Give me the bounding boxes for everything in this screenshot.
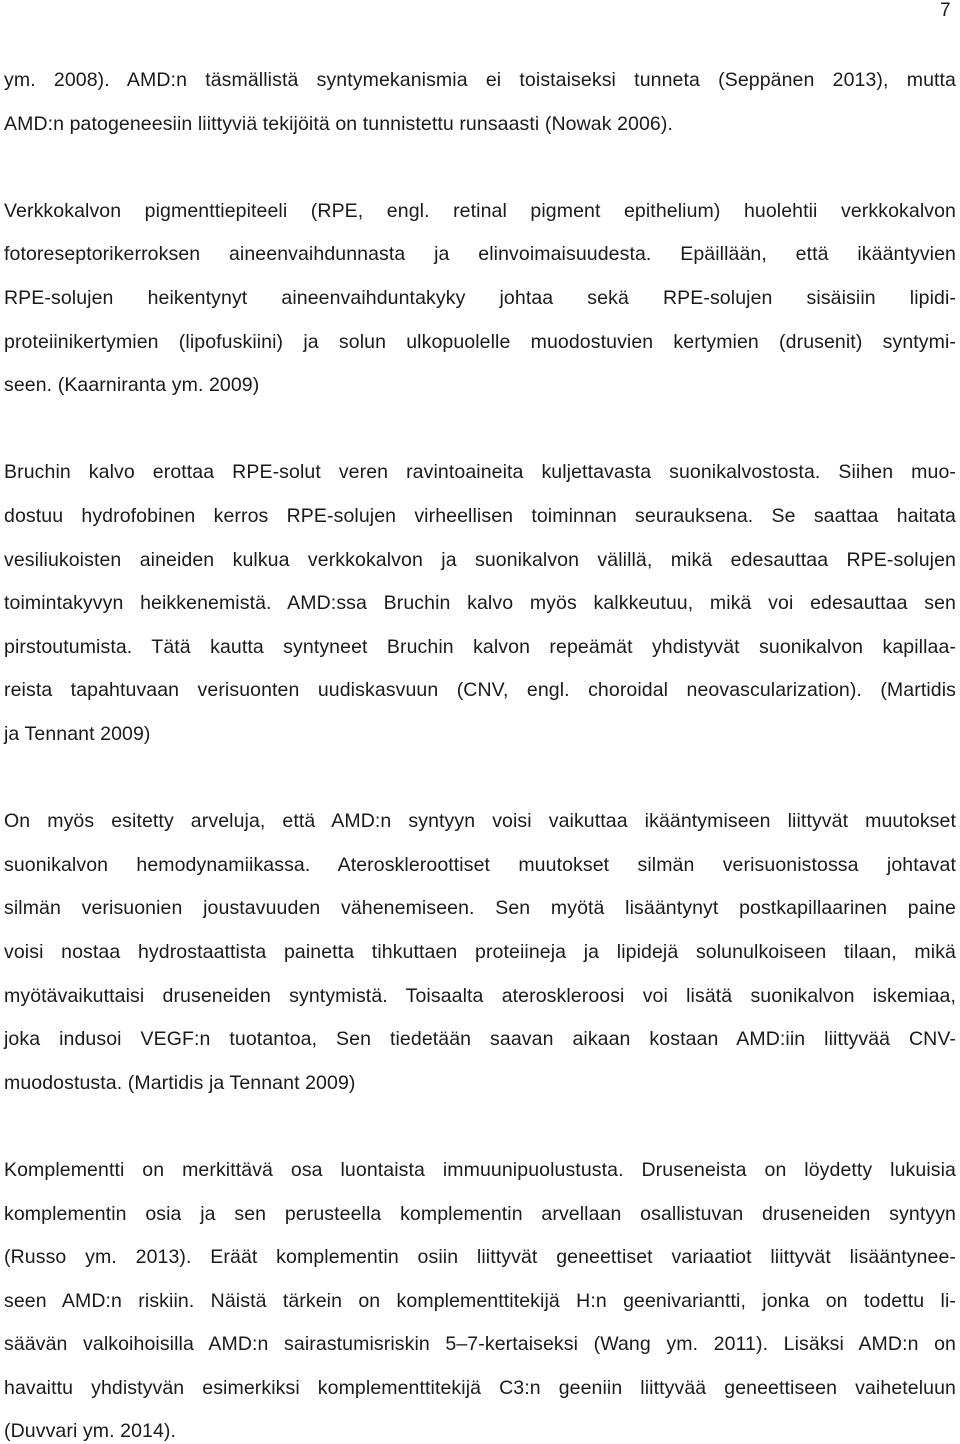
text-line: Bruchin kalvo erottaa RPE-solut veren ravintoaineita kuljettavasta suonikalvostosta. Siihen muo- bbox=[4, 461, 956, 483]
text-line: myötävaikuttaisi druseneiden syntymistä. Toisaalta ateroskleroosi voi lisätä suonikalvon iskemiaa, bbox=[4, 985, 956, 1007]
text-line: silmän verisuonien joustavuuden vähenemiseen. Sen myötä lisääntynyt postkapillaarinen paine bbox=[4, 897, 956, 919]
text-line: reista tapahtuvaan verisuonten uudiskasvuun (CNV, engl. choroidal neovascularization). (Martidis bbox=[4, 679, 956, 701]
text-line: ym. 2008). AMD:n täsmällistä syntymekanismia ei toistaiseksi tunneta (Seppänen 2013), mutta bbox=[4, 69, 956, 91]
text-line: seen. (Kaarniranta ym. 2009) bbox=[4, 374, 260, 396]
text-line: On myös esitetty arveluja, että AMD:n syntyyn voisi vaikuttaa ikääntymiseen liittyvät muutokset bbox=[4, 810, 956, 832]
text-line: (Russo ym. 2013). Eräät komplementin osiin liittyvät geneettiset variaatiot liittyvät lisääntyneе- bbox=[4, 1246, 956, 1268]
text-line: RPE-solujen heikentynyt aineenvaihduntakyky johtaa sekä RPE-solujen sisäisiin lipidi- bbox=[4, 287, 956, 309]
text-line: havaittu yhdistyvän esimerkiksi komplementtitekijä C3:n geeniin liittyvää geneettiseen vaiheteluun bbox=[4, 1377, 956, 1399]
text-line: dostuu hydrofobinen kerros RPE-solujen virheellisen toiminnan seurauksena. Se saattaa haitata bbox=[4, 505, 956, 527]
text-line: seen AMD:n riskiin. Näistä tärkein on komplementtitekijä H:n geenivariantti, jonka on todettu li- bbox=[4, 1290, 956, 1312]
text-line: AMD:n patogeneesiin liittyviä tekijöitä on tunnistettu runsaasti (Nowak 2006). bbox=[4, 113, 673, 135]
text-line: toimintakyvyn heikkenemistä. AMD:ssa Bruchin kalvo myös kalkkeutuu, mikä voi edesauttaa sen bbox=[4, 592, 956, 614]
text-line: Verkkokalvon pigmenttiepiteeli (RPE, engl. retinal pigment epithelium) huolehtii verkkokalvon bbox=[4, 200, 956, 222]
text-line: joka indusoi VEGF:n tuotantoa, Sen tiedetään saavan aikaan kostaan AMD:iin liittyvää CNV- bbox=[4, 1028, 956, 1050]
text-line: pirstoutumista. Tätä kautta syntyneet Bruchin kalvon repeämät yhdistyvät suonikalvon kapillaa- bbox=[4, 636, 956, 658]
text-line: proteiinikertymien (lipofuskiini) ja solun ulkopuolelle muodostuvien kertymien (drusenit) syntymi- bbox=[4, 331, 956, 353]
text-line: säävän valkoihoisilla AMD:n sairastumisriskin 5–7-kertaiseksi (Wang ym. 2011). Lisäksi AMD:n on bbox=[4, 1333, 956, 1355]
page-number: 7 bbox=[940, 0, 951, 21]
text-line: voisi nostaa hydrostaattista painetta tihkuttaen proteiineja ja lipidejä solunulkoiseen tilaan, mikä bbox=[4, 941, 956, 963]
text-line: Komplementti on merkittävä osa luontaista immuunipuolustusta. Druseneista on löydetty lukuisia bbox=[4, 1159, 956, 1181]
text-line: komplementin osia ja sen perusteella komplementin arvellaan osallistuvan druseneiden syntyyn bbox=[4, 1203, 956, 1225]
text-line: (Duvvari ym. 2014). bbox=[4, 1420, 177, 1442]
text-line: suonikalvon hemodynamiikassa. Ateroskleroottiset muutokset silmän verisuonistossa johtavat bbox=[4, 854, 956, 876]
text-line: fotoreseptorikerroksen aineenvaihdunnasta ja elinvoimaisuudesta. Epäillään, että ikääntyvien bbox=[4, 243, 956, 265]
text-line: vesiliukoisten aineiden kulkua verkkokalvon ja suonikalvon välillä, mikä edesauttaa RPE-solujen bbox=[4, 549, 956, 571]
text-line: ja Tennant 2009) bbox=[4, 723, 151, 745]
text-line: muodostusta. (Martidis ja Tennant 2009) bbox=[4, 1072, 356, 1094]
